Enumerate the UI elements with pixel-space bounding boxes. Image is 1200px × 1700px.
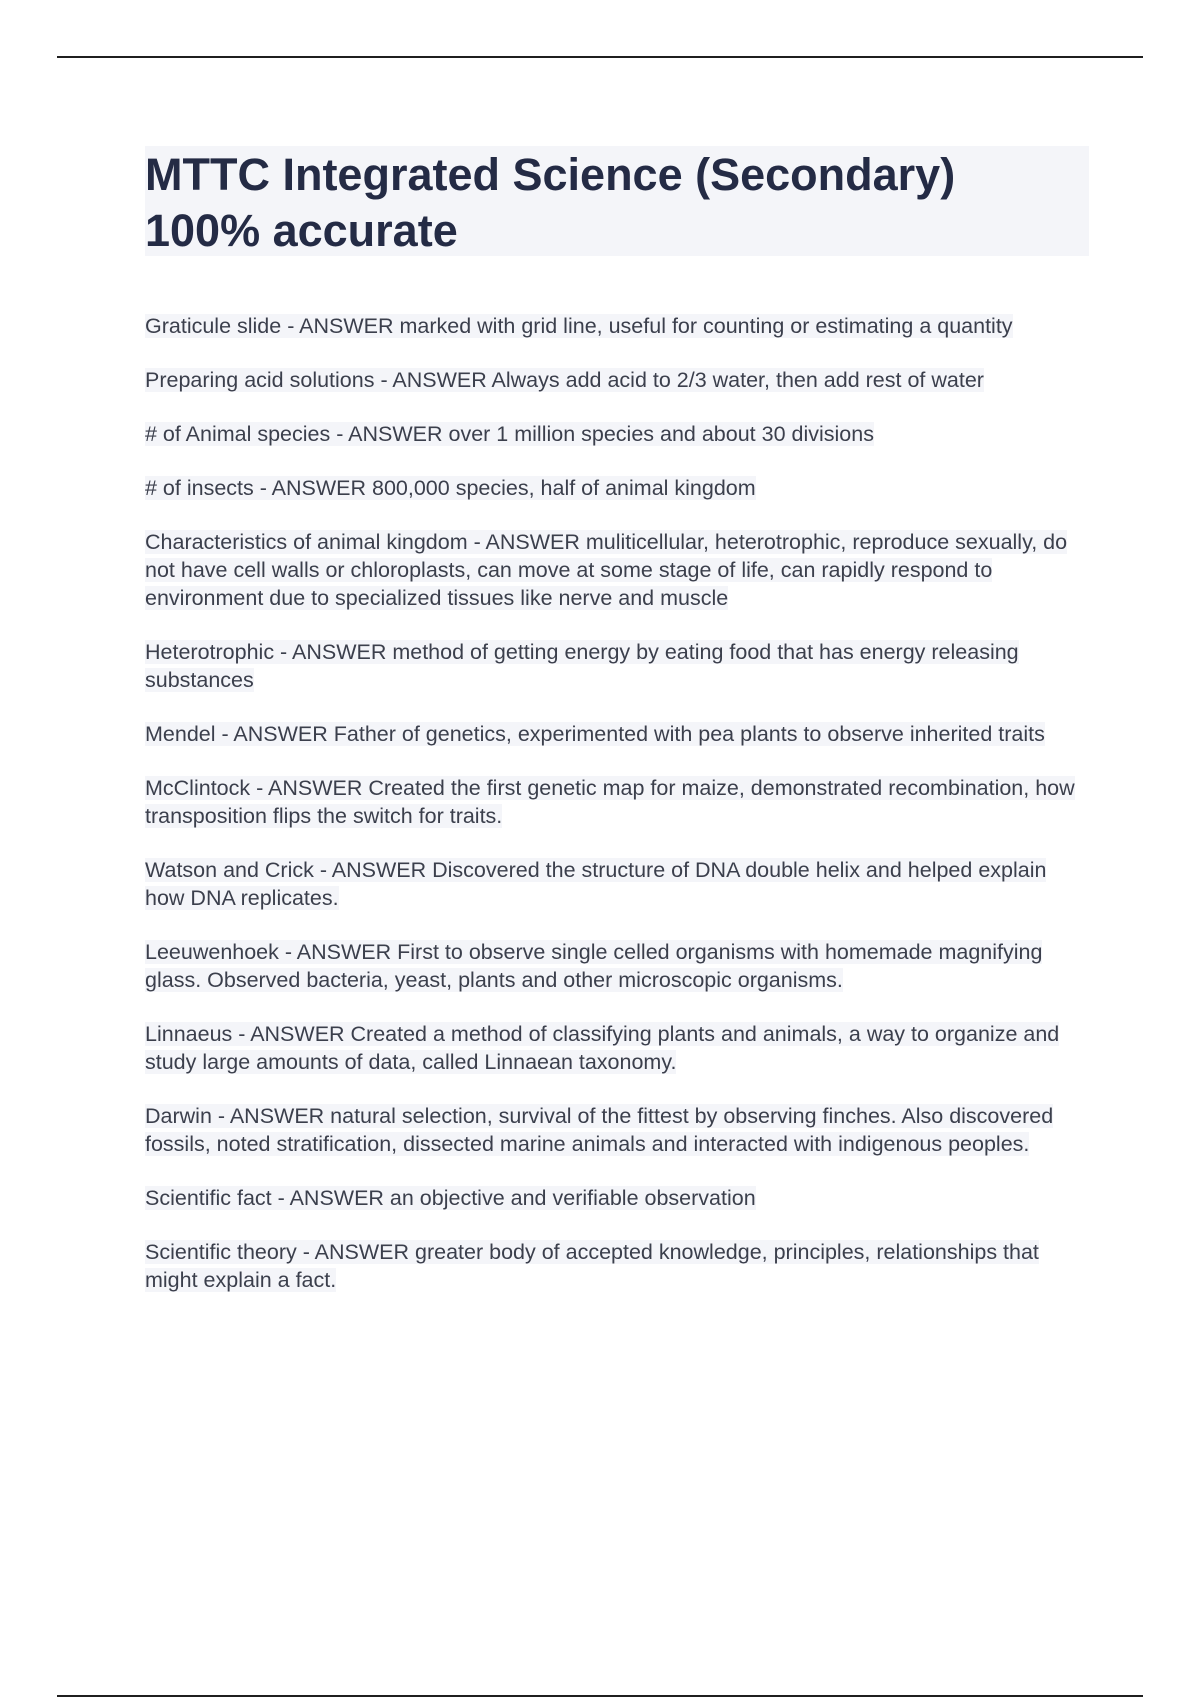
qa-entry-insects: # of insects - ANSWER 800,000 species, half of animal kingdom	[145, 476, 756, 500]
bottom-rule	[57, 1695, 1143, 1697]
qa-list	[145, 312, 1090, 1320]
qa-entry-mcclintock: McClintock - ANSWER Created the first genetic map for maize, demonstrated recombination, how transposition flips the switch for traits.	[145, 776, 1075, 828]
qa-entry-heterotrophic: Heterotrophic - ANSWER method of getting energy by eating food that has energy releasing substances	[145, 640, 1019, 692]
qa-entry-graticule-slide: Graticule slide - ANSWER marked with grid line, useful for counting or estimating a quantity	[145, 314, 1013, 338]
qa-entry-leeuwenhoek: Leeuwenhoek - ANSWER First to observe single celled organisms with homemade magnifying glass. Observed bacteria, yeast, plants and other microscopic organisms.	[145, 940, 1043, 992]
qa-entry-linnaeus: Linnaeus - ANSWER Created a method of classifying plants and animals, a way to organize and study large amounts of data, called Linnaean taxonomy.	[145, 1022, 1060, 1074]
document-title	[145, 147, 1089, 259]
qa-entry-watson-crick: Watson and Crick - ANSWER Discovered the structure of DNA double helix and helped explain how DNA replicates.	[145, 858, 1047, 910]
qa-entry-scientific-theory: Scientific theory - ANSWER greater body of accepted knowledge, principles, relationships that might explain a fact.	[145, 1240, 1039, 1292]
qa-entry-darwin: Darwin - ANSWER natural selection, survival of the fittest by observing finches. Also discovered fossils, noted stratification, dissected marine animals and interacted with indigenous peoples.	[145, 1104, 1054, 1156]
qa-entry-scientific-fact: Scientific fact - ANSWER an objective and verifiable observation	[145, 1186, 756, 1210]
qa-entry-mendel: Mendel - ANSWER Father of genetics, experimented with pea plants to observe inherited traits	[145, 722, 1045, 746]
title-block	[145, 146, 1089, 256]
top-rule	[57, 56, 1143, 58]
qa-entry-animal-kingdom: Characteristics of animal kingdom - ANSWER muliticellular, heterotrophic, reproduce sexually, do not have cell walls or chloroplasts, can move at some stage of life, can rapidly respond to environment due to specialized tissues like nerve and muscle	[145, 530, 1068, 610]
title-line-2: 100% accurate	[145, 205, 458, 256]
title-line-1: MTTC Integrated Science (Secondary)	[145, 149, 956, 200]
qa-entry-animal-species: # of Animal species - ANSWER over 1 million species and about 30 divisions	[145, 422, 874, 446]
qa-entry-acid-solutions: Preparing acid solutions - ANSWER Always add acid to 2/3 water, then add rest of water	[145, 368, 984, 392]
